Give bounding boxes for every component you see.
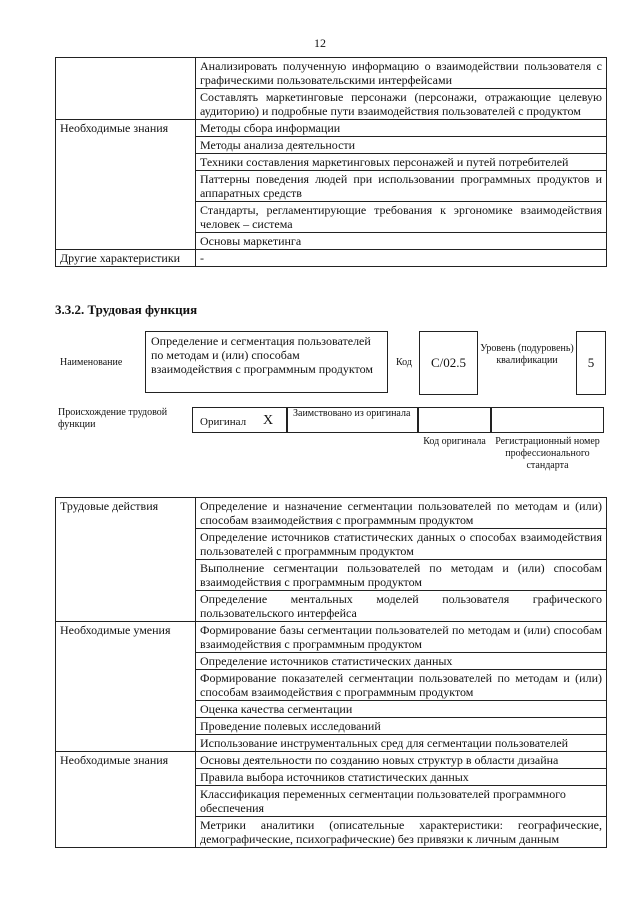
level-label: Уровень (подуровень) квалификации bbox=[480, 343, 574, 366]
row-text: Основы деятельности по созданию новых структур в области дизайна bbox=[196, 752, 607, 769]
row-text: Определение ментальных моделей пользователя графического пользовательского интерфейса bbox=[196, 591, 607, 622]
row-label-skills: Необходимые умения bbox=[56, 622, 196, 752]
row-text: Основы маркетинга bbox=[196, 233, 607, 250]
level-box: 5 bbox=[576, 331, 606, 395]
name-label: Наименование bbox=[60, 357, 123, 368]
row-text: Формирование базы сегментации пользователей по методам и (или) способам взаимодействия с программным продуктом bbox=[196, 622, 607, 653]
row-text: Стандарты, регламентирующие требования к эргономике взаимодействия человек – система bbox=[196, 202, 607, 233]
origin-label: Происхождение трудовой функции bbox=[58, 407, 168, 430]
row-text: Составлять маркетинговые персонажи (персонажи, отражающие целевую аудиторию) и подробные пути взаимодействия пользователей с продуктом bbox=[196, 89, 607, 120]
row-text: Методы анализа деятельности bbox=[196, 137, 607, 154]
row-text: Формирование показателей сегментации пользователей по методам и (или) способам взаимодействия с программным продуктом bbox=[196, 670, 607, 701]
table-row bbox=[56, 250, 607, 267]
row-label-actions: Трудовые действия bbox=[56, 498, 196, 622]
row-text: Выполнение сегментации пользователей по методам и (или) способам взаимодействия с программным продуктом bbox=[196, 560, 607, 591]
row-text: Оценка качества сегментации bbox=[196, 701, 607, 718]
row-text: Анализировать полученную информацию о взаимодействии пользователя с графическими пользовательскими интерфейсами bbox=[196, 58, 607, 89]
row-text: - bbox=[196, 250, 607, 267]
original-mark: X bbox=[263, 413, 274, 428]
table-row bbox=[56, 120, 607, 137]
code-label: Код bbox=[396, 357, 412, 368]
row-text: Проведение полевых исследований bbox=[196, 718, 607, 735]
row-text: Использование инструментальных сред для сегментации пользователей bbox=[196, 735, 607, 752]
original-code-caption: Код оригинала bbox=[423, 436, 486, 447]
row-label-empty bbox=[56, 58, 196, 120]
function-code-box: C/02.5 bbox=[419, 331, 478, 395]
row-text: Определение и назначение сегментации пользователей по методам и (или) способам взаимодействия с программным продуктом bbox=[196, 498, 607, 529]
section-heading: 3.3.2. Трудовая функция bbox=[55, 302, 198, 317]
page-number: 12 bbox=[314, 36, 326, 50]
regnum-cell bbox=[491, 407, 604, 433]
requirements-table-top bbox=[55, 57, 607, 267]
row-text: Классификация переменных сегментации пользователей программного обеспечения bbox=[196, 786, 607, 817]
row-text: Методы сбора информации bbox=[196, 120, 607, 137]
row-text: Техники составления маркетинговых персонажей и путей потребителей bbox=[196, 154, 607, 171]
row-text: Паттерны поведения людей при использовании программных продуктов и аппаратных средств bbox=[196, 171, 607, 202]
borrowed-cell: Заимствовано из оригинала bbox=[287, 407, 418, 433]
original-cell bbox=[192, 407, 287, 433]
original-label: Оригинал bbox=[200, 416, 247, 428]
original-code-cell bbox=[418, 407, 491, 433]
table-row bbox=[56, 752, 607, 769]
regnum-caption: Регистрационный номер профессионального стандарта bbox=[495, 436, 600, 471]
table-row bbox=[56, 58, 607, 89]
table-row bbox=[56, 622, 607, 653]
row-text: Определение источников статистических данных bbox=[196, 653, 607, 670]
row-label-knowledge: Необходимые знания bbox=[56, 120, 196, 250]
row-label-knowledge: Необходимые знания bbox=[56, 752, 196, 848]
table-row bbox=[56, 498, 607, 529]
requirements-table-bottom bbox=[55, 497, 607, 848]
row-text: Определение источников статистических данных о способах взаимодействия пользователей с программным продуктом bbox=[196, 529, 607, 560]
row-text: Правила выбора источников статистических данных bbox=[196, 769, 607, 786]
row-label-other: Другие характеристики bbox=[56, 250, 196, 267]
row-text: Метрики аналитики (описательные характеристики: географические, демографические, психографические) без привязки к личным данным bbox=[196, 817, 607, 848]
function-name-box: Определение и сегментация пользователей по методам и (или) способам взаимодействия с программным продуктом bbox=[145, 331, 388, 393]
